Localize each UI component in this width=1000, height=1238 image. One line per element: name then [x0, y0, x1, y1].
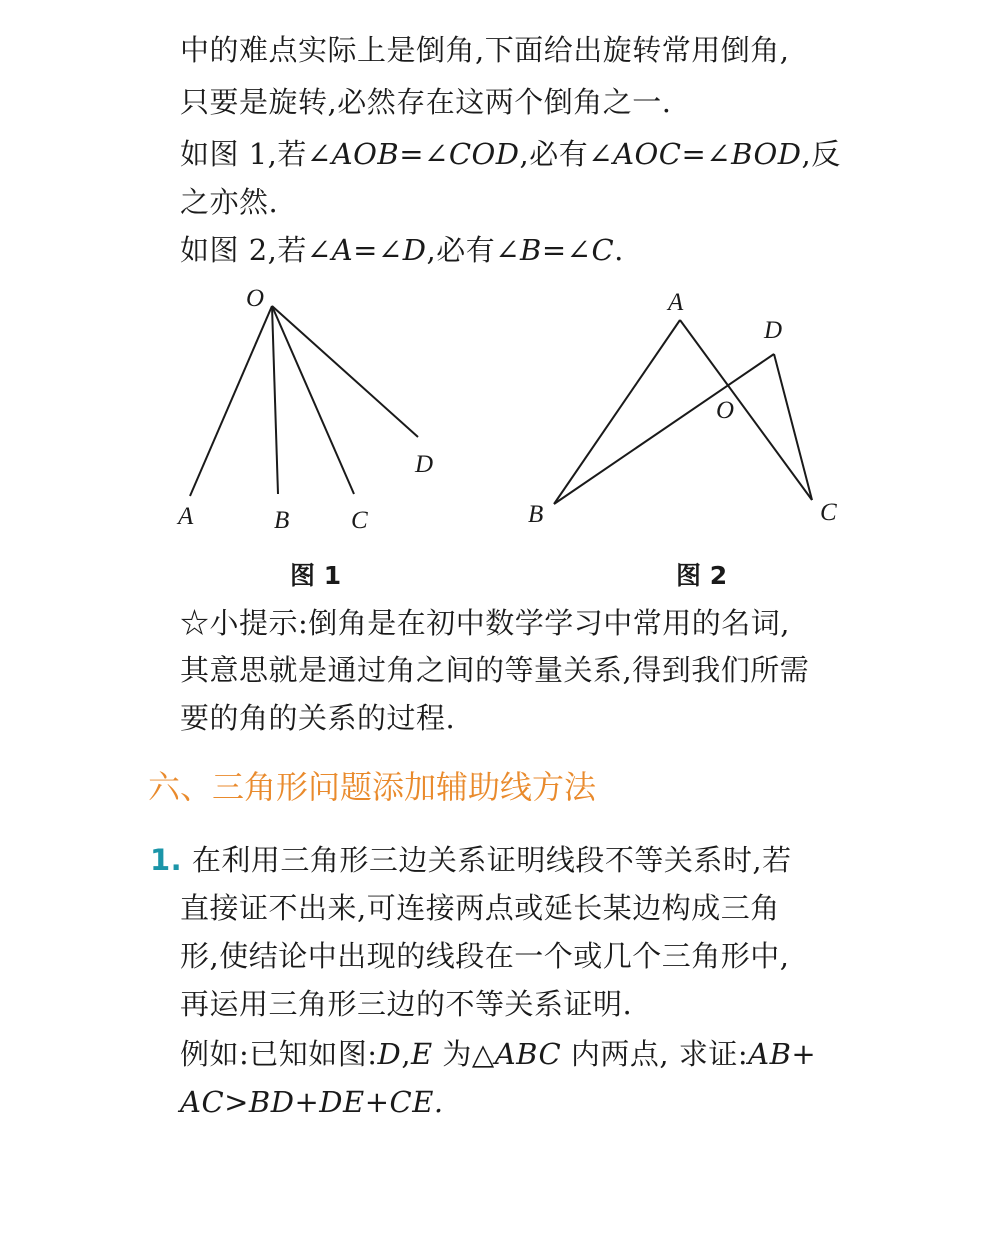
segment-bd	[554, 354, 774, 504]
item-1-line-3: 形,使结论中出现的线段在一个或几个三角形中,	[180, 939, 790, 973]
angle-name: C	[591, 233, 615, 267]
item-1-line-4: 再运用三角形三边的不等关系证明.	[180, 987, 633, 1021]
segment-dc	[774, 354, 812, 500]
text-fragment: 例如:已知如图:	[180, 1037, 378, 1071]
point-label-o: O	[246, 285, 265, 312]
segment-ac	[680, 320, 812, 500]
tip-line-1: ☆小提示:倒角是在初中数学学习中常用的名词,	[180, 606, 790, 640]
example-line-2: AC>BD+DE+CE.	[180, 1085, 444, 1119]
ray-oa	[190, 306, 272, 496]
item-1-line-1	[150, 840, 792, 880]
example-line-1	[180, 1034, 816, 1074]
point-label-b: B	[274, 507, 290, 534]
ray-od	[272, 306, 418, 437]
figure-2-caption: 图 2	[676, 561, 728, 590]
tip-line-3: 要的角的关系的过程.	[180, 701, 456, 735]
section-title: 六、三角形问题添加辅助线方法	[148, 768, 597, 806]
figure-1-diagram	[160, 282, 460, 542]
segment-name: AB	[748, 1037, 792, 1071]
angle-name: B	[520, 233, 542, 267]
text-fragment: =∠	[681, 137, 732, 171]
text-fragment: ,必有∠	[426, 233, 521, 267]
angle-name: BOD	[731, 137, 802, 171]
figure-2-diagram	[520, 282, 860, 542]
text-line-5	[180, 230, 624, 270]
text-fragment: .	[614, 233, 624, 267]
text-fragment: 内两点, 求证:	[561, 1037, 749, 1071]
point-label-d: D	[415, 451, 434, 478]
text-fragment: =∠	[541, 233, 592, 267]
text-fragment: 如图 1,若∠	[180, 137, 332, 171]
angle-name: COD	[448, 137, 520, 171]
point-label-c: C	[820, 499, 837, 526]
point-name: E	[411, 1037, 433, 1071]
text-line-2: 只要是旋转,必然存在这两个倒角之一.	[180, 85, 672, 119]
text-fragment: ,反	[801, 137, 841, 171]
item-number: 1.	[150, 843, 183, 877]
text-fragment: ,	[401, 1037, 412, 1071]
point-label-c: C	[351, 507, 368, 534]
tip-line-2: 其意思就是通过角之间的等量关系,得到我们所需	[180, 653, 810, 687]
point-label-a: A	[668, 289, 684, 316]
angle-name: A	[331, 233, 354, 267]
point-label-b: B	[528, 501, 544, 528]
text-fragment: =∠	[399, 137, 449, 171]
ray-ob	[272, 306, 278, 494]
text-fragment: 在利用三角形三边关系证明线段不等关系时,若	[191, 843, 792, 877]
angle-name: D	[402, 233, 427, 267]
text-fragment: +	[791, 1037, 817, 1071]
angle-name: AOB	[331, 137, 400, 171]
text-line-3	[180, 134, 841, 174]
point-label-a: A	[178, 503, 194, 530]
text-fragment: 为△	[432, 1037, 495, 1071]
triangle-name: ABC	[494, 1037, 562, 1071]
text-fragment: ,必有∠	[519, 137, 614, 171]
point-name: D	[377, 1037, 402, 1071]
segment-ba	[554, 320, 680, 504]
angle-name: AOC	[613, 137, 682, 171]
point-label-d: D	[764, 317, 783, 344]
text-line-4: 之亦然.	[180, 185, 279, 219]
text-fragment: 如图 2,若∠	[180, 233, 332, 267]
point-label-o: O	[716, 397, 735, 424]
text-line-1: 中的难点实际上是倒角,下面给出旋转常用倒角,	[180, 33, 790, 67]
figure-1-caption: 图 1	[290, 561, 342, 590]
text-fragment: =∠	[353, 233, 403, 267]
item-1-line-2: 直接证不出来,可连接两点或延长某边构成三角	[180, 891, 780, 925]
ray-oc	[272, 306, 354, 494]
